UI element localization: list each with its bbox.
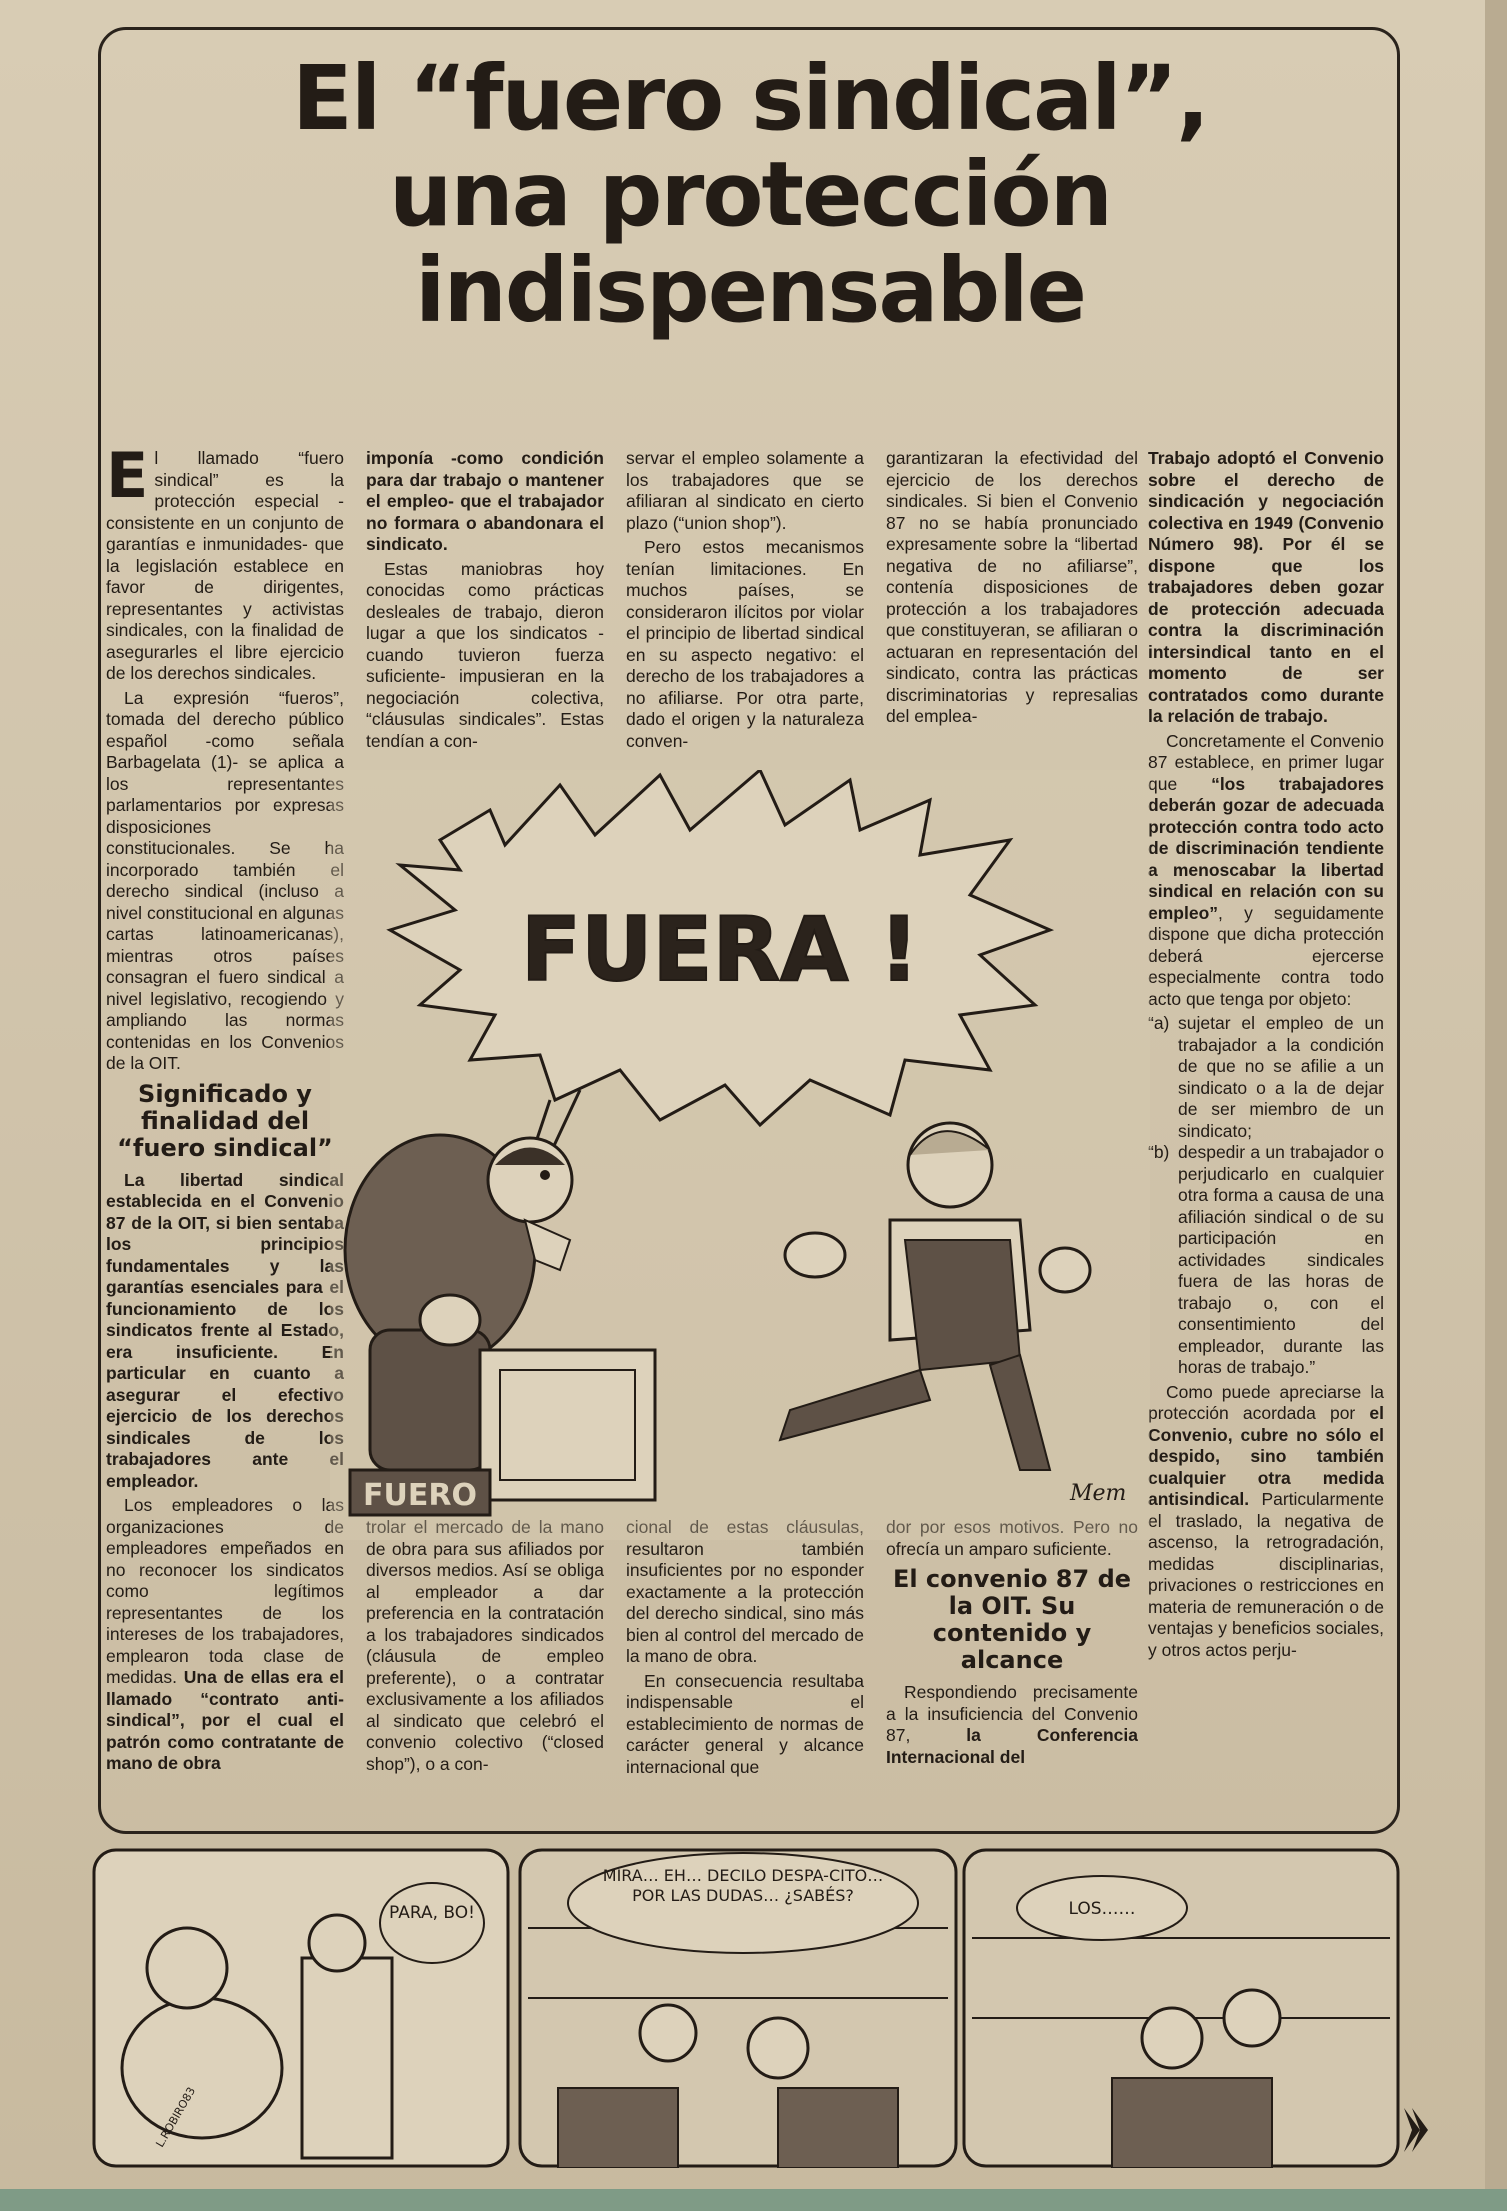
page-bottom-edge: [0, 2189, 1507, 2211]
paragraph: Pero estos mecanismos tenían limitaciones. En muchos países, se consideraron ilícitos por violar el principio de libertad sindical en su aspecto negativo: el derecho de los trabajadores a no afiliarse. Por otra parte, dado el origen y la naturaleza conven-: [626, 537, 864, 751]
list-item-a: “a) sujetar el empleo de un trabajador a la condición de que no se afilie a un sindicato o a la de dejar de ser miembro de un sindicato;: [1148, 1013, 1384, 1141]
bold-paragraph: Trabajo adoptó el Convenio sobre el derecho de sindicación y negociación colectiva en 1949 (Convenio Número 98). Por él se dispone que los trabajadores deben gozar de protección adecuada contra la discriminación intersindical tanto en el momento de ser contratados como durante la relación de trabajo.: [1148, 448, 1384, 726]
column-2-top: [366, 448, 604, 784]
subheading-convenio-87: El convenio 87 de la OIT. Su contenido y alcance: [892, 1565, 1132, 1674]
continue-arrow-icon: [1402, 2100, 1430, 2160]
bold-paragraph: imponía -como condición para dar trabajo o mantener el empleo- que el trabajador no formara o abandonara el sindicato.: [366, 448, 604, 554]
column-4-top: [886, 448, 1138, 784]
column-1: [106, 448, 344, 1810]
paragraph: En consecuencia resultaba indispensable el establecimiento de normas de carácter general y alcance internacional que: [626, 1670, 864, 1777]
paragraph: trolar el mercado de la mano de obra para sus afiliados por diversos medios. Así se obliga al empleador a dar preferencia en la contratación a los trabajadores sindicados (cláusula de empleo preferente), o a contratar exclusivamente a los afiliados al sindicato que celebró el convenio colectivo (“closed shop”), o a con-: [366, 1517, 604, 1774]
paragraph: Como puede apreciarse la protección acordada por el Convenio, cubre no sólo el despido, sino también cualquier otra medida antisindical. Particularmente el traslado, la negativa de ascenso, la retrogradación, medidas disciplinarias, privaciones o restricciones en materia de remuneración o de ventajas y beneficios sociales, y otros actos perju-: [1148, 1381, 1384, 1660]
subheading-significado: Significado y finalidad del “fuero sindical”: [117, 1079, 333, 1162]
shout-text: FUERA !: [520, 898, 920, 1001]
paragraph: Estas maniobras hoy conocidas como prácticas desleales de trabajo, dieron lugar a que los sindicatos -cuando tuvieron fuerza suficiente- impusieran en la negociación colectiva, “cláusulas sindicales”. Estas tendían a con-: [366, 558, 604, 751]
paragraph: cional de estas cláusulas, resultaron también insuficientes por no esponder exactamente a la protección del derecho sindical, sino más bien al control del mercado de la mano de obra.: [626, 1517, 864, 1666]
headline-line-2: una protección: [389, 142, 1111, 246]
headline: [120, 46, 1380, 342]
intro-paragraph: El llamado “fuero sindical” es la protección especial -consistente en un conjunto de garantías e inmunidades- que la legislación establece en favor de dirigentes, representantes y activistas sindicales, con la finalidad de asegurarles el libre ejercicio de los derechos sindicales.: [106, 448, 344, 683]
column-4-bottom: [886, 1517, 1138, 1807]
balloon-text: PARA, BO!: [389, 1903, 475, 1923]
paragraph: Respondiendo precisamente a la insuficiencia del Convenio 87, la Conferencia Internacional del: [886, 1682, 1138, 1767]
paragraph: Concretamente el Convenio 87 establece, en primer lugar que “los trabajadores deberán gozar de adecuada protección contra todo acto de discriminación tendiente a menoscabar la libertad sindical en relación con su empleo”, y seguidamente dispone que dicha protección deberá ejercerse especialmente contra todo acto que tenga por objeto:: [1148, 730, 1384, 1009]
paragraph: La expresión “fueros”, tomada del derecho público español -como señala Barbagelata (1)- se aplica a los representantes parlamentarios por expresas disposiciones constitucionales. Se ha incorporado también el derecho sindical (incluso a nivel constitucional en algunas cartas latinoamericanas), mientras otros países consagran el fuero sindical a nivel legislativo, recogiendo y ampliando las normas contenidas en los Convenios de la OIT.: [106, 687, 344, 1073]
cartoon-drawing: [330, 770, 1150, 1540]
panel-signature: L.ROBIRO83: [153, 2084, 199, 2150]
page-edge: [1485, 0, 1507, 2211]
balloon-text: MIRA… EH… DECILO DESPA-CITO… POR LAS DUDAS… ¿SABÉS?: [602, 1866, 884, 1905]
paragraph: Los empleadores o las organizaciones de empleadores empeñados en no reconocer los sindicatos como legítimos representantes de los intereses de los trabajadores, emplearon toda clase de medidas. Una de ellas era el llamado “contrato anti-sindical”, por el cual el patrón como contratante de mano de obra: [106, 1495, 344, 1773]
drop-cap: E: [106, 448, 149, 512]
paragraph: dor por esos motivos. Pero no ofrecía un amparo suficiente.: [886, 1517, 1138, 1559]
column-5: [1148, 448, 1384, 1810]
cartoon-illustration: [330, 770, 1150, 1540]
headline-line-3: indispensable: [414, 238, 1086, 342]
column-3-bottom: [626, 1517, 864, 1807]
comic-panel-1: [92, 1848, 510, 2168]
comic-panel-3: [962, 1848, 1400, 2168]
pedestal-label: FUERO: [363, 1478, 477, 1513]
balloon-text: LOS……: [1068, 1899, 1136, 1919]
column-3-top: [626, 448, 864, 784]
headline-line-1: El “fuero sindical”,: [292, 46, 1208, 150]
comic-panel-2: [518, 1848, 958, 2168]
list-item-b: “b) despedir a un trabajador o perjudicarlo en cualquier otra forma a causa de una afiliación sindical o de su participación en actividades sindicales fuera de las horas de trabajo o, con el consentimiento del empleador, durante las horas de trabajo.”: [1148, 1142, 1384, 1377]
paragraph: servar el empleo solamente a los trabajadores que se afiliaran al sindicato en cierto plazo (“union shop”).: [626, 448, 864, 533]
artist-signature: Mem: [1070, 1481, 1127, 1506]
desk: [480, 1350, 655, 1500]
paragraph: garantizaran la efectividad del ejercicio de los derechos sindicales. Si bien el Convenio 87 no se había pronunciado expresamente sobre la “libertad negativa de no afiliarse”, contenía disposiciones de protección a los trabajadores que constituyeran, se afiliaran o actuaran en representación del sindicato, contra las prácticas discriminatorias y represalias del emplea-: [886, 448, 1138, 726]
column-2-bottom: [366, 1517, 604, 1807]
bold-paragraph: La libertad sindical establecida en el Convenio 87 de la OIT, si bien sentaba los principios fundamentales y las garantías esenciales para el funcionamiento de los sindicatos frente al Estado, era insuficiente. En particular en cuanto a asegurar el efectivo ejercicio de los derechos sindicales de los trabajadores ante el empleador.: [106, 1169, 344, 1491]
